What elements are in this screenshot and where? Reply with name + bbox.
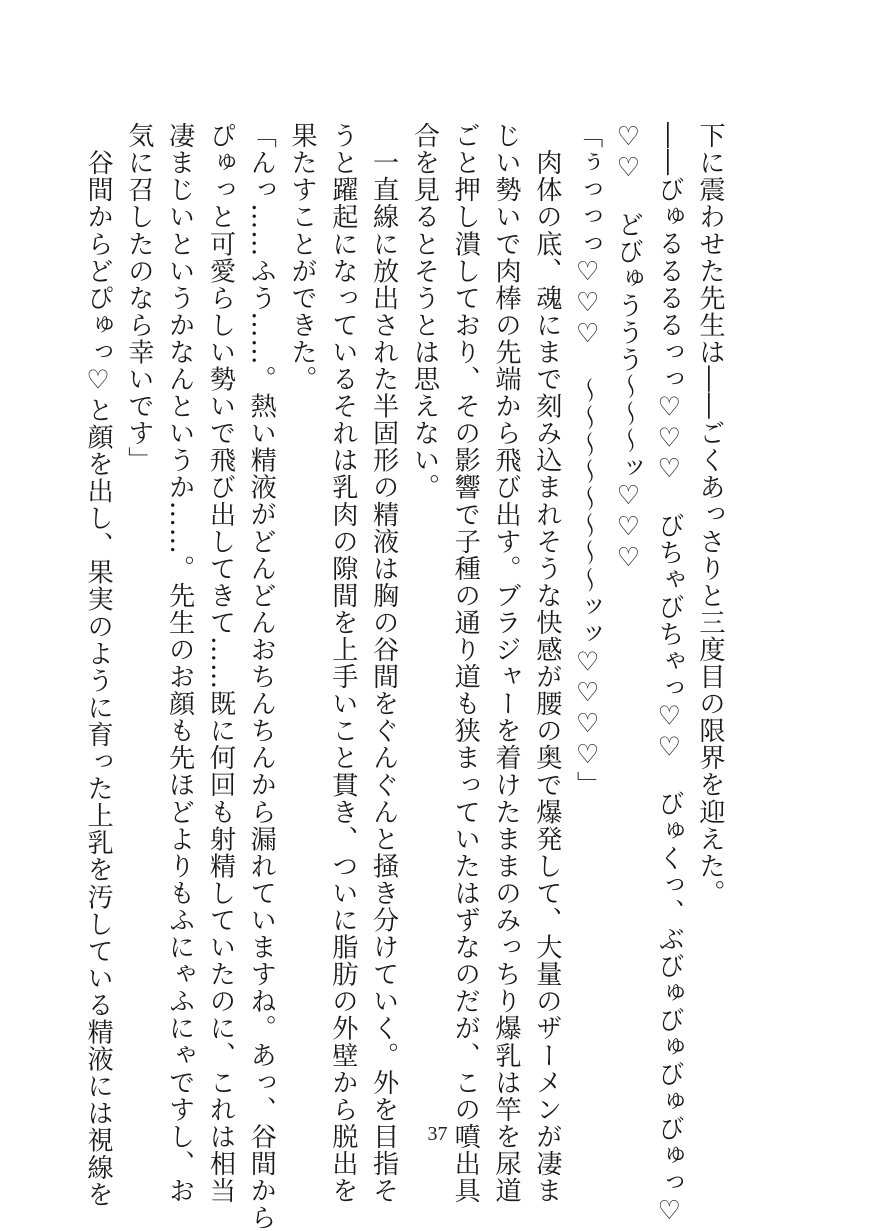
text-line: 一直線に放出された半固形の精液は胸の谷間をぐんぐんと掻き分けていく。外を目指そ (368, 122, 399, 1204)
text-line: 果たすことができた。 (287, 122, 318, 393)
text-line: 「んっ……ふう……。熱い精液がどんどんおちんちんから漏れていますね。あっ、谷間から (246, 122, 277, 1231)
text-line: じい勢いで肉棒の先端から飛び出す。ブラジャーを着けたままのみっちり爆乳は竿を尿道 (491, 122, 522, 1204)
text-line: ぴゅっと可愛らしい勢いで飛び出してきて……既に何回も射精していたのに、これは相当 (205, 122, 236, 1204)
text-line: 凄まじいというかなんというか……。先生のお顔も先ほどよりもふにゃふにゃですし、お (164, 122, 195, 1204)
text-line: 気に召したのなら幸いです」 (123, 122, 154, 474)
text-line: 肉体の底、魂にまで刻み込まれそうな快感が腰の奥で爆発して、大量のザーメンが凄ま (531, 122, 562, 1204)
text-line: 合を見るとそうとは思えない。 (409, 122, 440, 501)
text-line: うと躍起になっているそれは乳肉の隙間を上手いこと貫き、ついに脂肪の外壁から脱出を (327, 122, 358, 1204)
page-number: 37 (427, 1123, 448, 1145)
text-line: ――びゅるるるるっっ♡♡♡ びちゃびちゃっ♡♡ びゅくっ、ぶびゅびゅびゅびゅっ♡ (654, 122, 685, 1227)
text-line: ごと押し潰しており、その影響で子種の通り道も狭まっていたはずなのだが、この噴出具 (450, 122, 481, 1204)
text-line: 谷間からどぴゅっ♡と顔を出し、果実のように育った上乳を汚している精液には視線を (83, 122, 114, 1208)
text-line: ♡♡ どびゅううう〜〜〜ッ♡♡♡ (613, 122, 644, 574)
text-line: 下に震わせた先生は――ごくあっさりと三度目の限界を迎えた。 (695, 122, 725, 907)
text-line: 「ぅっっっ♡♡♡ 〜〜〜〜〜〜〜〜ッッ♡♡♡♡」 (572, 122, 603, 798)
